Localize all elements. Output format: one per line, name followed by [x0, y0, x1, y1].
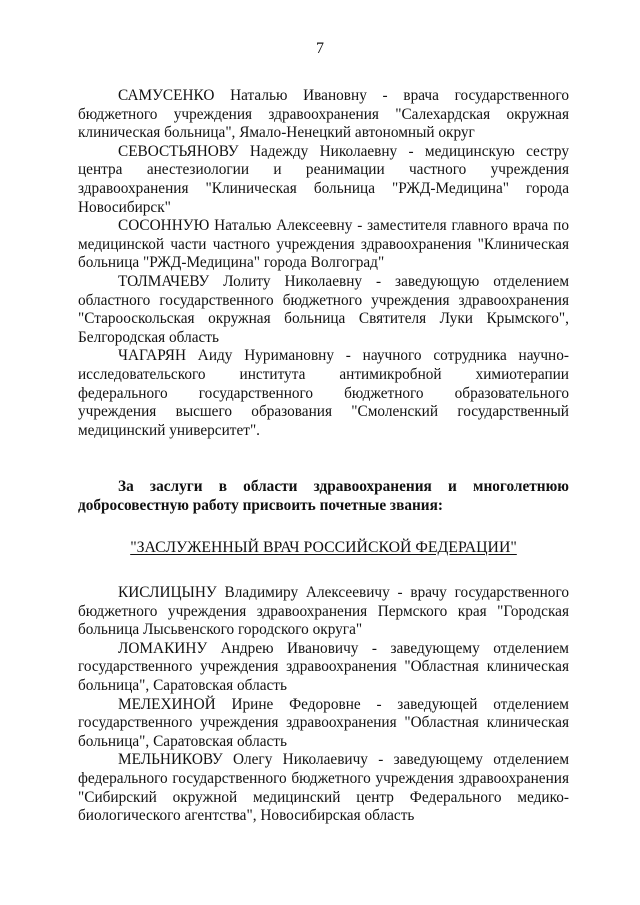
award-entry-sosonnaya: СОСОННУЮ Наталью Алексеевну - заместителя главного врача по медицинской части частного учреждения здравоохранения "Клиническая больница "РЖД-Медицина" города Волгоград"	[78, 217, 569, 272]
award-entry-samusenko: САМУСЕНКО Наталью Ивановну - врача государственного бюджетного учреждения здравоохранения "Салехардская окружная клиническая больница", Ямало-Ненецкий автономный округ	[78, 87, 569, 142]
award-entry-chagaryan: ЧАГАРЯН Аиду Нуримановну - научного сотрудника научно-исследовательского института антимикробной химиотерапии федерального государственного бюджетного образовательного учреждения высшего образования "Смоленский государственный медицинский университет".	[78, 347, 569, 439]
award-entry-tolmacheva: ТОЛМАЧЕВУ Лолиту Николаевну - заведующую отделением областного государственного бюджетного учреждения здравоохранения "Старооскольская окружная больница Святителя Луки Крымского", Белгородская область	[78, 272, 569, 346]
award-entry-sevostyanova: СЕВОСТЬЯНОВУ Надежду Николаевну - медицинскую сестру центра анестезиологии и реанимации частного учреждения здравоохранения "Клиническая больница "РЖД-Медицина" города Новосибирск"	[78, 142, 569, 216]
page-number: 7	[316, 40, 324, 57]
award-entry-melnikov: МЕЛЬНИКОВУ Олегу Николаевичу - заведующему отделением федерального государственного бюджетного учреждения здравоохранения "Сибирский окружной медицинский центр Федерального медико-биологического агентства", Новосибирская область	[78, 751, 569, 825]
document-body	[78, 87, 569, 826]
award-entry-melekhina: МЕЛЕХИНОЙ Ирине Федоровне - заведующей отделением государственного учреждения здравоохранения "Областная клиническая больница", Саратовская область	[78, 695, 569, 750]
award-entry-kislitsyn: КИСЛИЦЫНУ Владимиру Алексеевичу - врачу государственного бюджетного учреждения здравоохранения Пермского края "Городская больница Лысьвенского городского округа"	[78, 584, 569, 639]
award-entry-lomakin: ЛОМАКИНУ Андрею Ивановичу - заведующему отделением государственного учреждения здравоохранения "Областная клиническая больница", Саратовская область	[78, 639, 569, 695]
section-heading: За заслуги в области здравоохранения и многолетнюю добросовестную работу присвоить почетные звания:	[78, 478, 569, 514]
honorary-title: "ЗАСЛУЖЕННЫЙ ВРАЧ РОССИЙСКОЙ ФЕДЕРАЦИИ"	[130, 539, 517, 557]
